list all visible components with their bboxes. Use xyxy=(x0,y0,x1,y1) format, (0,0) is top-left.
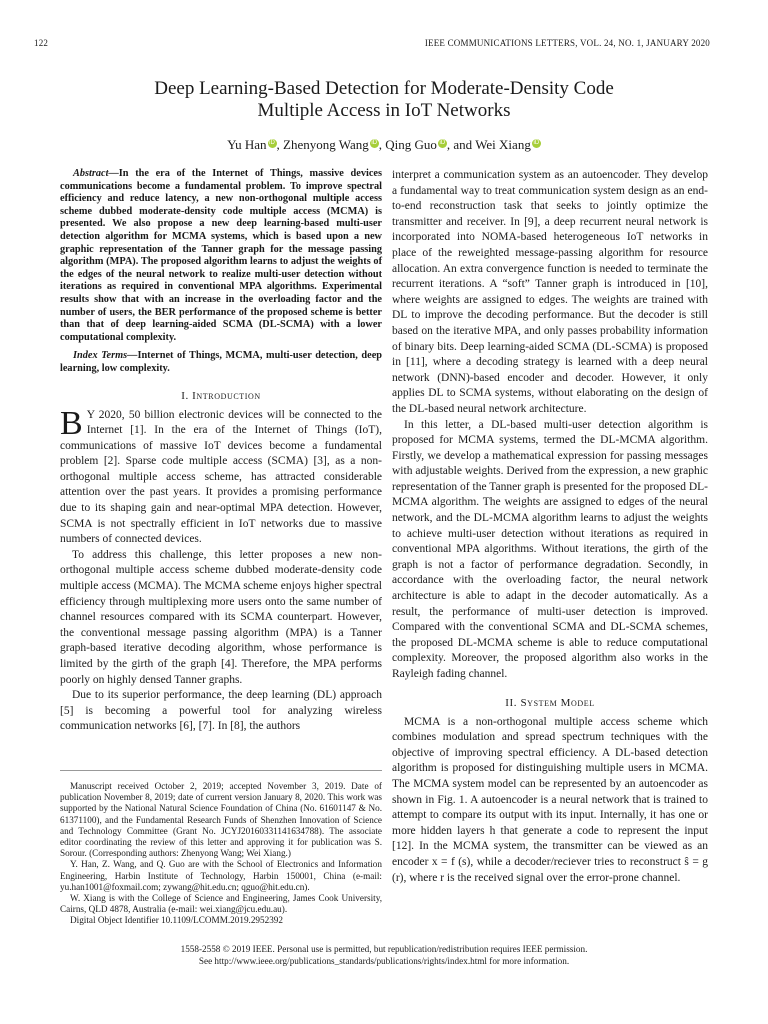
page-number: 122 xyxy=(34,38,49,48)
author-list: Yu Han iD , Zhenyong Wang iD , Qing Guo iD , and Wei Xiang iD xyxy=(227,137,540,152)
journal-header: IEEE COMMUNICATIONS LETTERS, VOL. 24, NO. 1, JANUARY 2020 xyxy=(424,38,710,48)
footnote-doi: Digital Object Identifier 10.1109/LCOMM.2019.2952392 xyxy=(70,915,283,926)
footnotes xyxy=(60,770,382,927)
section-heading-introduction: I. Introduction xyxy=(181,389,261,402)
copyright-line: 1558-2558 © 2019 IEEE. Personal use is permitted, but republication/redistribution requires IEEE permission. xyxy=(180,944,588,954)
index-terms-label: Index Terms— xyxy=(73,350,138,362)
abstract-label: Abstract— xyxy=(73,168,119,179)
author-name: Yu Han xyxy=(227,137,267,152)
abstract-text: In the era of the Internet of Things, massive devices communications become a fundamental problem. To improve spectral efficiency and reduce latency, a new non-orthogonal multiple access scheme dubbed moderate-density code multiple access (MCMA) is presented. We also propose a new deep learning-based multi-user detection algorithm for MCMA systems, which is based upon a new graphic representation of the Tanner graph for the message passing algorithm (MPA). The proposed algorithm learns to adjust the weights of the edges of the neural network to realize multi-user detection without iterations as required in conventional MPA algorithms. Experimental results show that with an increase in the overloading factor and the number of users, the BER performance of the proposed scheme is better than that of deep learning-aided SCMA (DL-SCMA) with a lower computational complexity. xyxy=(60,168,382,343)
intro-paragraph: B Y 2020, 50 billion electronic devices will be connected to the Internet [1]. In the era of the Internet of Things (IoT), communications of massive IoT devices become a fundamental problem [2]. Sparse code multiple access (SCMA) [3], as a non-orthogonal multiple access scheme, has attracted considerable attention over the past years. It provides a promising performance due to its shaping gain and near-optimal MPA detection. However, SCMA is not spectrally efficient in IoT networks due to massive numbers of connected devices. xyxy=(60,404,382,546)
footnote-affiliation: W. Xiang is with the College of Science and Engineering, James Cook University, Cairns, QLD 4878, Australia (e-mail: wei.xiang@jcu.edu.au). xyxy=(60,893,382,915)
abstract xyxy=(60,168,382,344)
paper-title xyxy=(60,78,708,122)
index-terms xyxy=(60,350,382,375)
intro-paragraph: Due to its superior performance, the deep learning (DL) approach [5] is becoming a powerful tool for analyzing wireless communication networks [6], [7]. In [8], the authors xyxy=(60,689,382,733)
orcid-icon[interactable]: iD xyxy=(533,139,540,146)
body-paragraph: interpret a communication system as an autoencoder. They develop a fundamental way to treat communication system design as an end-to-end reconstruction task that seeks to jointly optimize the transmitter and receiver. In [9], a deep recurrent neural network is incorporated into NOMA-based heterogeneous IoT networks in place of the reweighted message-passing algorithm for resource allocation. An extra convergence function is needed to terminate the recurrent iterations. A “soft” Tanner graph is introduced in [10], where weights are assigned to edges. The weights are trained with DL to improve the decoding performance. But the decoder is still based on the iterative MPA, and only passes probability information of binary bits. Deep learning-aided SCMA (DL-SCMA) is proposed in [11], where a decoding strategy is learned with a deep neural network (DNN)-based encoder and decoder. However, it only applies DL to SCMA systems, without elaborating on the design of the DL-based neural network architecture. xyxy=(392,169,708,415)
index-terms-text: Internet of Things, MCMA, multi-user detection, deep learning, low complexity. xyxy=(60,350,382,374)
orcid-icon[interactable]: iD xyxy=(371,139,378,146)
body-paragraph: In this letter, a DL-based multi-user detection algorithm is proposed for MCMA systems, termed the DL-MCMA algorithm. Firstly, we develop a mathematical expression for passing messages with adjustable weights. Derived from the expression, a new graphic representation of the Tanner graph is presented for the proposed DL-MCMA algorithm. The weights are assigned to edges of the neural network, and the DL-MCMA algorithm learns to adjust the weights to achieve multi-user detection without iterations as required in conventional MPA algorithms. Without iterations, the girth of the graph is not a factor of performance degradation. Secondly, in accordance with the overloading factor, the neural network architecture is able to adapt in the decoder automatically. As a result, the performance of multi-user detection is improved. Compared with the conventional SCMA and DL-SCMA schemes, the proposed DL-MCMA scheme is able to reduce computational complexity. Moreover, the proposed algorithm also works in the Rayleigh fading channel. xyxy=(392,418,708,680)
left-column xyxy=(60,168,382,735)
copyright-notice xyxy=(60,944,708,967)
footnote-manuscript: Manuscript received October 2, 2019; accepted November 3, 2019. Date of publication November 8, 2019; date of current version January 8, 2020. This work was supported by the National Natural Science Foundation of China (No. 61601147 & No. 61371100), and the Fundamental Research Funds of Shenzhen Innovation of Science and Technology Committee (Grant No. JCYJ20160331141634788). The associate editor coordinating the review of this letter and approving it for publication was S. Sorour. (Corresponding authors: Zhenyong Wang; Wei Xiang.) xyxy=(60,781,382,859)
intro-paragraph: To address this challenge, this letter proposes a new non-orthogonal multiple access scheme dubbed moderate-density code multiple access (MCMA). The MCMA scheme enjoys higher spectral efficiency through multiplexing more users onto the same number of channel resources compared with its SCMA counterpart. However, the conventional message passing algorithm (MPA) is a Tanner graph-based iterative decoding algorithm, whose performance is limited by the girth of the graph [4]. Therefore, the MPA performs poorly on highly densed Tanner graphs. xyxy=(60,548,382,686)
footnote-affiliation: Y. Han, Z. Wang, and Q. Guo are with the School of Electronics and Information Engineering, Harbin Institute of Technology, Harbin 150001, China (e-mail: yu.han1001@foxmail.com; zywang@hit.edu.cn; qguo@hit.edu.cn). xyxy=(60,859,382,892)
orcid-icon[interactable]: iD xyxy=(439,139,446,146)
right-column xyxy=(392,168,708,886)
author-name: Wei Xiang xyxy=(475,137,531,152)
title-line-1: Deep Learning-Based Detection for Moderate-Density Code xyxy=(154,78,614,99)
section-heading-system-model: II. System Model xyxy=(505,696,595,709)
author-name: Qing Guo xyxy=(385,137,437,152)
drop-cap: B xyxy=(60,404,83,442)
body-paragraph: MCMA is a non-orthogonal multiple access scheme which combines modulation and spread spectrum techniques with the objective of improving spectral efficiency. A DL-based detection algorithm is proposed for distinguishing multiple users in MCMA. The MCMA system model can be represented by an autoencoder as shown in Fig. 1. A autoencoder is a neural network that is trained to attempt to compare its output with its input. Internally, it has one or more hidden layers h that generate a code to represent the input [12]. In the MCMA system, the transmitter can be viewed as an encoder x = f (s), while a decoder/reciever tries to reconstruct ŝ = g (r), where r is the received signal over the error-prone channel. xyxy=(392,715,708,884)
title-line-2: Multiple Access in IoT Networks xyxy=(257,100,511,121)
author-name: Zhenyong Wang xyxy=(283,137,369,152)
orcid-icon[interactable]: iD xyxy=(269,139,275,146)
rights-link-line[interactable]: See http://www.ieee.org/publications_standards/publications/rights/index.html for more information. xyxy=(198,955,570,966)
